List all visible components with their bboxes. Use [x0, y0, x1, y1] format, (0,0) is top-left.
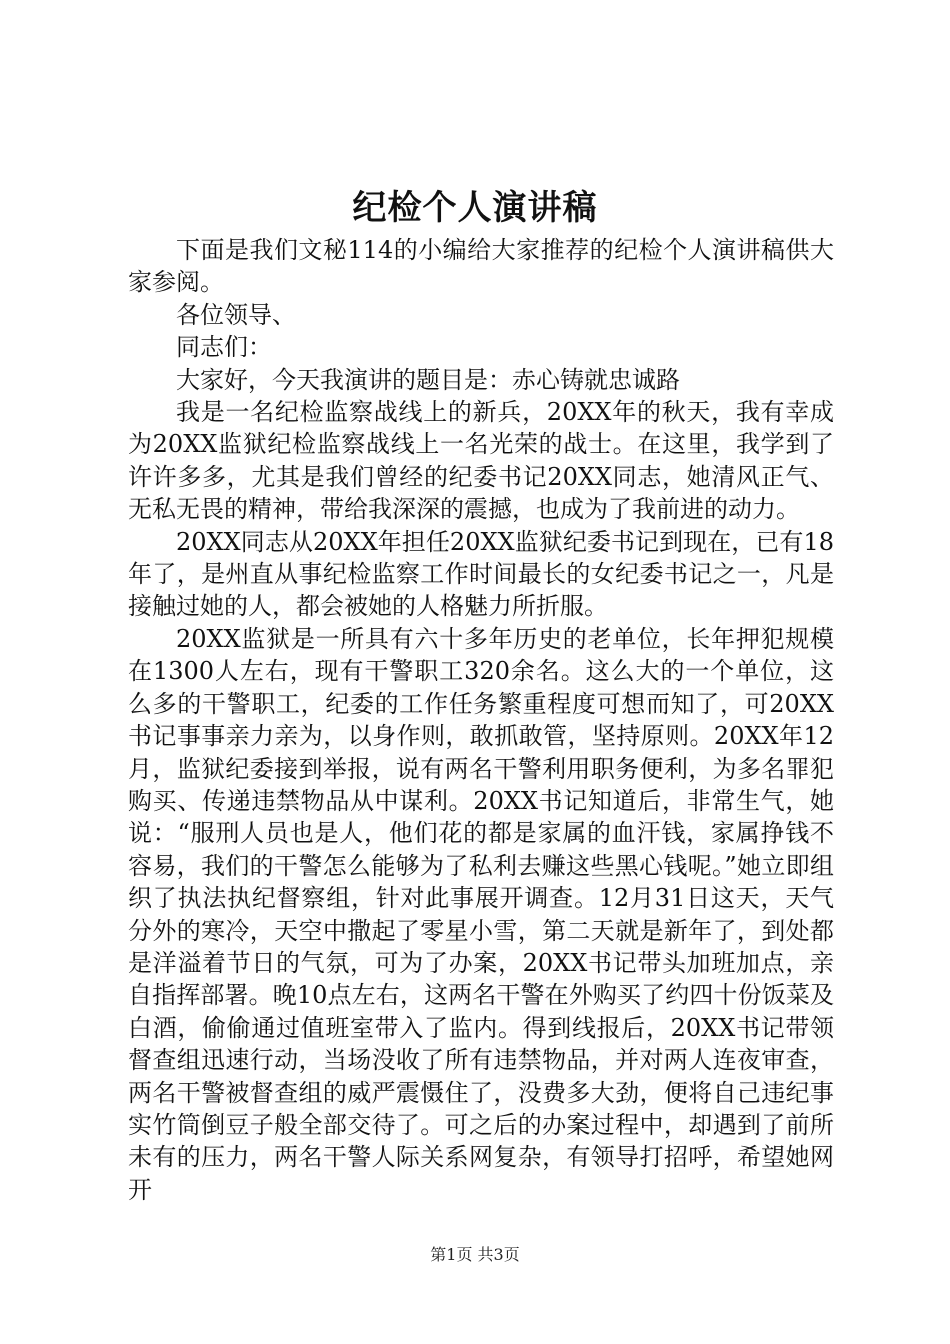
speech-topic-paragraph: 大家好，今天我演讲的题目是：赤心铸就忠诚路 — [176, 365, 680, 394]
salutation-comrades: 同志们： — [176, 333, 272, 362]
document-title: 纪检个人演讲稿 — [352, 188, 598, 228]
body-paragraph: 20XX同志从20XX年担任20XX监狱纪委书记到现在，已有18年了，是州直从事纪检监察工作时间最长的女纪委书记之一，凡是接触过她的人，都会被她的人格魅力所折服。 — [128, 527, 834, 621]
salutation-leaders: 各位领导、 — [176, 300, 296, 329]
page-footer: 第1页 共3页 — [430, 1245, 520, 1264]
intro-paragraph: 下面是我们文秘114的小编给大家推荐的纪检个人演讲稿供大家参阅。 — [128, 236, 834, 297]
body-paragraph: 我是一名纪检监察战线上的新兵，20XX年的秋天，我有幸成为20XX监狱纪检监察战线上一名光荣的战士。在这里，我学到了许许多多，尤其是我们曾经的纪委书记20XX同志，她清风正气、无私无畏的精神，带给我深深的震撼，也成为了我前进的动力。 — [128, 398, 834, 524]
body-paragraph: 20XX监狱是一所具有六十多年历史的老单位，长年押犯规模在1300人左右，现有干警职工320余名。这么大的一个单位，这么多的干警职工，纪委的工作任务繁重程度可想而知了，可20XX书记事事亲力亲为，以身作则，敢抓敢管，坚持原则。20XX年12月，监狱纪委接到举报，说有两名干警利用职务便利，为多名罪犯购买、传递违禁物品从中谋利。20XX书记知道后，非常生气，她说：“服刑人员也是人，他们花的都是家属的血汗钱，家属挣钱不容易，我们的干警怎么能够为了私利去赚这些黑心钱呢。”她立即组织了执法执纪督察组，针对此事展开调查。12月31日这天，天气分外的寒冷，天空中撒起了零星小雪，第二天就是新年了，到处都是洋溢着节日的气氛，可为了办案，20XX书记带头加班加点，亲自指挥部署。晚10点左右，这两名干警在外购买了约四十份饭菜及白酒，偷偷通过值班室带入了监内。得到线报后，20XX书记带领督查组迅速行动，当场没收了所有违禁物品，并对两人连夜审查，两名干警被督查组的威严震慑住了，没费多大劲，便将自己违纪事实竹筒倒豆子般全部交待了。可之后的办案过程中，却遇到了前所未有的压力，两名干警人际关系网复杂，有领导打招呼，希望她网开 — [128, 624, 834, 1204]
document-body — [128, 234, 834, 1206]
